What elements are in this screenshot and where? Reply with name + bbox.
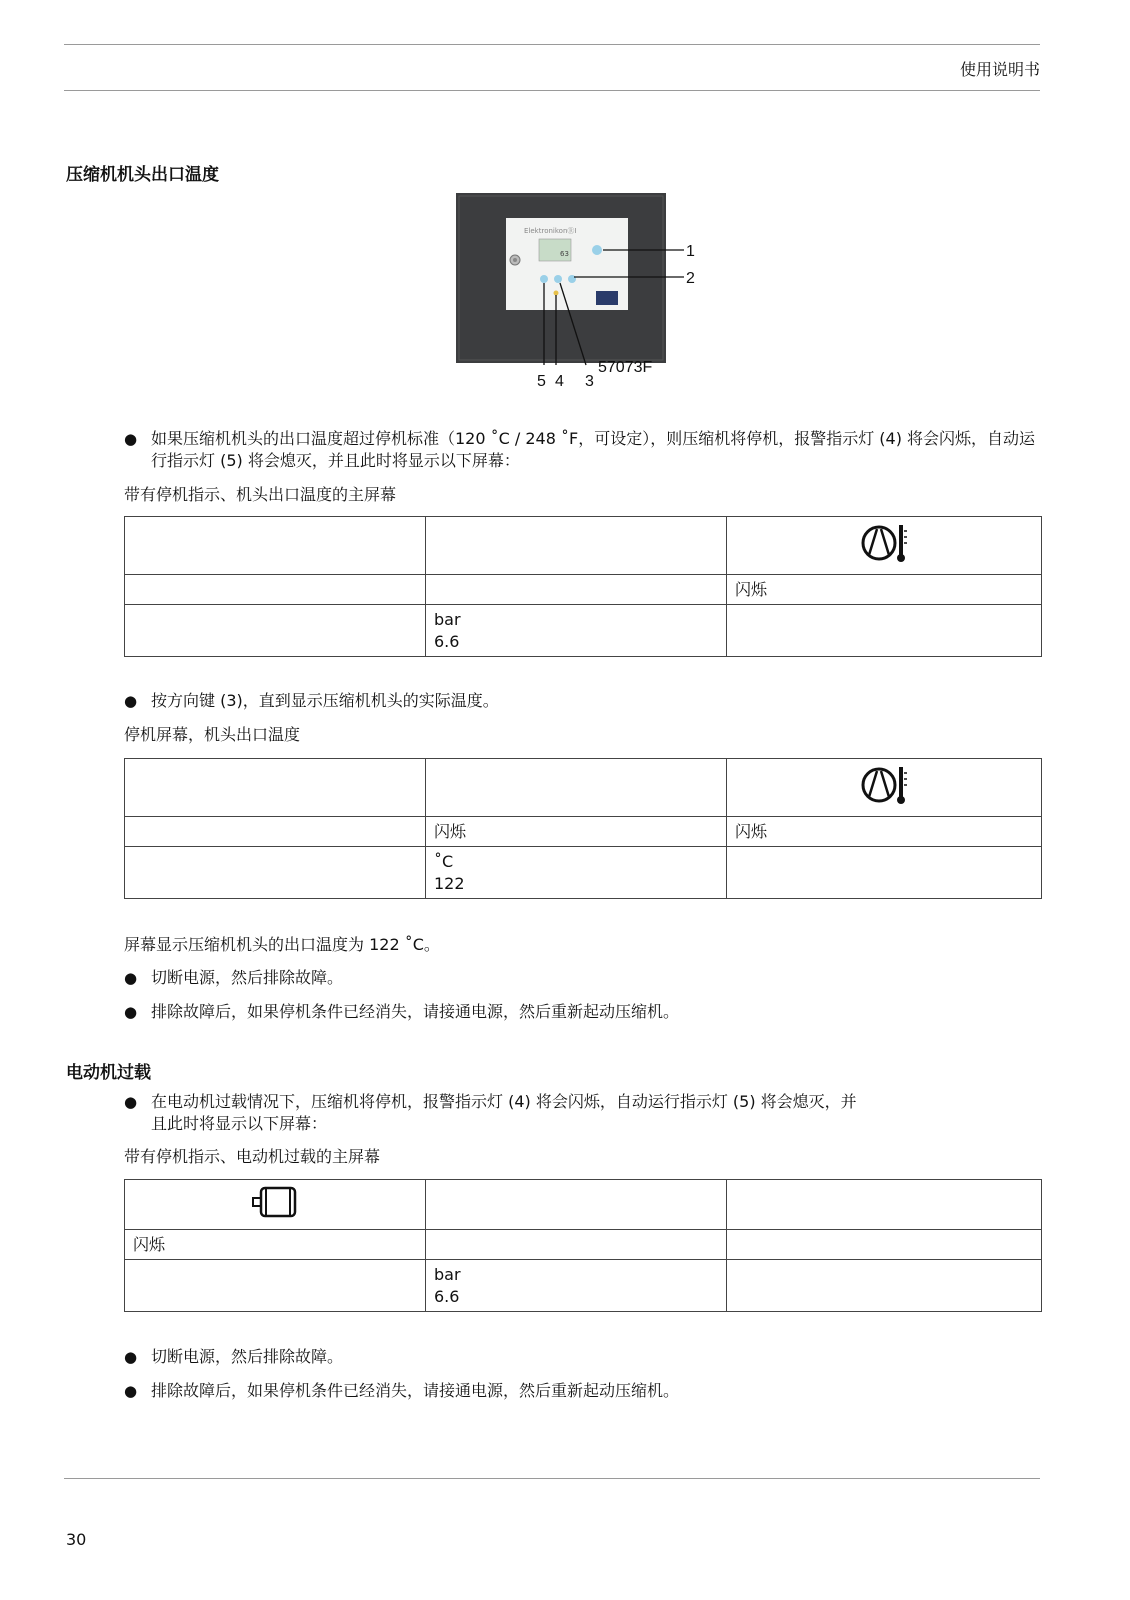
temperature-value: 122 xyxy=(434,873,465,893)
callout-4: 4 xyxy=(555,373,564,390)
table-cell xyxy=(125,759,426,817)
pressure-value: 6.6 xyxy=(434,631,460,651)
table-cell xyxy=(426,1230,727,1260)
callout-1: 1 xyxy=(686,243,695,260)
callout-3: 3 xyxy=(585,373,594,390)
figure-code: 57073F xyxy=(598,359,653,376)
section-heading-element-outlet-temp: 压缩机机头出口温度 xyxy=(66,165,219,185)
table-cell xyxy=(727,605,1042,657)
page-number: 30 xyxy=(66,1530,87,1549)
table-cell xyxy=(426,517,727,575)
pressure-cell xyxy=(426,605,727,657)
table-cell xyxy=(125,1260,426,1312)
screen-table-shutdown-temp xyxy=(124,758,1042,899)
bullet-restart: ● 排除故障后，如果停机条件已经消失，请接通电源，然后重新起动压缩机。 xyxy=(124,1002,680,1021)
temperature-cell xyxy=(426,847,727,899)
footer-rule xyxy=(64,1478,1040,1479)
key-1-icon xyxy=(592,245,602,255)
screen-table-motor-overload xyxy=(124,1179,1042,1312)
bullet-dot-icon: ● xyxy=(124,430,138,448)
compressor-element-temperature-icon xyxy=(859,521,909,565)
pressure-unit: bar xyxy=(434,1264,461,1284)
table-cell xyxy=(125,575,426,605)
bullet-dot-icon: ● xyxy=(124,1382,138,1400)
caption-shutdown-screen: 停机屏幕，机头出口温度 xyxy=(124,725,301,744)
table-cell xyxy=(125,847,426,899)
table-cell xyxy=(426,575,727,605)
bullet-shutdown-description: ● 如果压缩机机头的出口温度超过停机标准（120 ˚C / 248 ˚F，可设定），则压缩机将停机，报警指示灯 (4) 将会闪烁，自动运行指示灯 (5) 将会熄灭，并且此时将显示以下屏幕： xyxy=(124,429,1036,470)
bullet-dot-icon: ● xyxy=(124,1003,138,1021)
table-cell xyxy=(125,1180,426,1230)
header-bottom-rule xyxy=(64,90,1040,91)
key-arrow-right-icon xyxy=(568,275,576,283)
table-cell xyxy=(727,517,1042,575)
table-cell xyxy=(125,817,426,847)
table-cell xyxy=(727,1180,1042,1230)
table-cell xyxy=(727,1260,1042,1312)
flashing-label: 闪烁 xyxy=(426,817,727,847)
key-arrow-down-icon xyxy=(554,275,562,283)
table-cell xyxy=(426,1180,727,1230)
pressure-value: 6.6 xyxy=(434,1286,460,1306)
bullet-switch-off: ● 切断电源，然后排除故障。 xyxy=(124,968,344,987)
bullet-scroll-key: ● 按方向键 (3)，直到显示压缩机机头的实际温度。 xyxy=(124,691,499,710)
pressure-unit: bar xyxy=(434,609,461,629)
flashing-label: 闪烁 xyxy=(727,817,1042,847)
bullet-dot-icon: ● xyxy=(124,1348,138,1366)
bullet-switch-off-2: ● 切断电源，然后排除故障。 xyxy=(124,1347,344,1366)
flashing-label: 闪烁 xyxy=(125,1230,426,1260)
table-cell xyxy=(125,517,426,575)
compressor-element-temperature-icon xyxy=(859,763,909,807)
table-cell xyxy=(426,759,727,817)
key-arrow-left-icon xyxy=(540,275,548,283)
header-top-rule xyxy=(64,44,1040,45)
callout-2: 2 xyxy=(686,270,695,287)
bullet-motor-shutdown-description: ● 在电动机过载情况下，压缩机将停机，报警指示灯 (4) 将会闪烁，自动运行指示灯 (5) 将会熄灭，并且此时将显示以下屏幕： xyxy=(124,1092,857,1133)
atlas-copco-logo xyxy=(596,291,618,305)
controller-photo xyxy=(456,193,706,399)
paragraph-temperature-reading: 屏幕显示压缩机机头的出口温度为 122 ˚C。 xyxy=(124,935,440,954)
display-value: 63 xyxy=(560,250,569,258)
table-cell xyxy=(727,759,1042,817)
bullet-restart-2: ● 排除故障后，如果停机条件已经消失，请接通电源，然后重新起动压缩机。 xyxy=(124,1381,680,1400)
pressure-cell xyxy=(426,1260,727,1312)
section-heading-motor-overload: 电动机过载 xyxy=(66,1063,151,1083)
callout-5: 5 xyxy=(537,373,546,390)
table-cell xyxy=(125,605,426,657)
table-cell xyxy=(727,847,1042,899)
flashing-label: 闪烁 xyxy=(727,575,1042,605)
bullet-dot-icon: ● xyxy=(124,1093,138,1111)
caption-main-screen: 带有停机指示、机头出口温度的主屏幕 xyxy=(124,485,397,504)
alarm-led-icon xyxy=(554,291,559,296)
motor-icon xyxy=(251,1185,299,1219)
table-cell xyxy=(727,1230,1042,1260)
bullet-dot-icon: ● xyxy=(124,692,138,710)
temperature-unit: ˚C xyxy=(434,851,454,871)
document-title: 使用说明书 xyxy=(959,60,1040,79)
screen-table-main-temp xyxy=(124,516,1042,657)
bullet-dot-icon: ● xyxy=(124,969,138,987)
brand-label: ElektronikonⓇI xyxy=(524,227,577,235)
caption-motor-screen: 带有停机指示、电动机过载的主屏幕 xyxy=(124,1147,381,1166)
